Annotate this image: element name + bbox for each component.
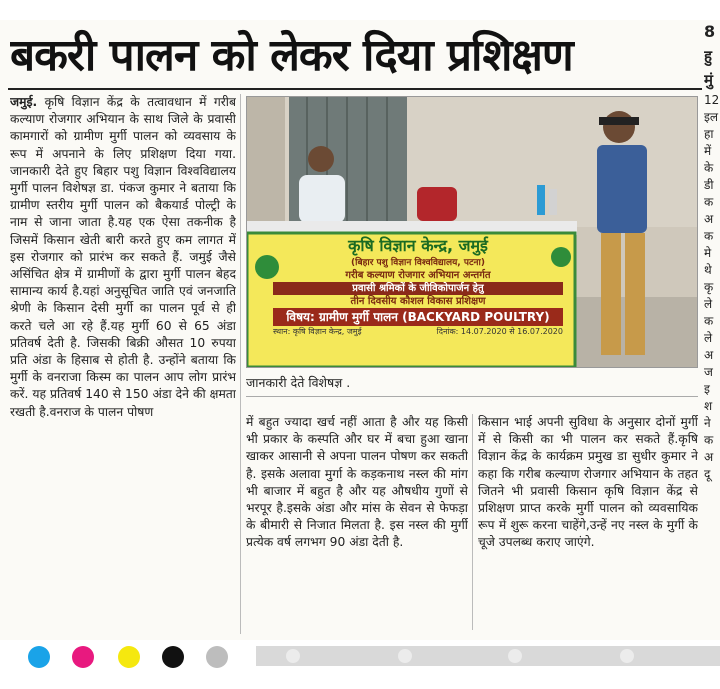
side-text-fragment: ज: [704, 365, 713, 379]
side-text-fragment: क: [704, 314, 714, 328]
side-text-fragment: ने: [704, 416, 711, 430]
adjacent-article-edge: [704, 20, 720, 640]
side-text-fragment: हु: [704, 47, 712, 65]
side-text-fragment: ले: [704, 331, 713, 345]
registration-dot-black: [162, 646, 184, 668]
banner-footer-row: [273, 326, 563, 338]
banner-subtitle: (बिहार पशु विज्ञान विश्वविद्यालय, पटना): [351, 258, 485, 268]
dateline: जमुई.: [10, 95, 38, 109]
column-divider: [240, 94, 241, 634]
side-text-fragment: थे: [704, 263, 712, 277]
banner-title: कृषि विज्ञान केन्द्र, जमुई: [348, 236, 488, 255]
side-text-fragment: मुं: [704, 71, 713, 89]
side-text-fragment: क: [704, 433, 714, 447]
caption-rule: [246, 396, 698, 397]
side-text-fragment: अ: [704, 348, 714, 362]
banner-line-2: प्रवासी श्रमिकों के जीविकोपार्जन हेतु: [273, 282, 563, 295]
registration-dot-magenta: [72, 646, 94, 668]
side-text-fragment: डी: [704, 178, 714, 192]
side-text-fragment: हा: [704, 127, 714, 141]
side-text-fragment: क: [704, 195, 714, 209]
side-text-fragment: इल: [704, 110, 719, 124]
top-margin: [0, 0, 720, 20]
column-divider: [472, 414, 473, 630]
article-column-1: [10, 94, 236, 634]
registration-gray-bar: [256, 646, 720, 666]
side-text-fragment: कृ: [704, 280, 714, 294]
article-column-2: में बहुत ज्यादा खर्च नहीं आता है और यह किसी भी प्रकार के कस्पति और घर में बचा हुआ खाना खाकर आसानी से अपना पालन पोषण कर सकती है. इसके अलावा मुर्गा के कड़कनाथ नस्ल की मांग भी बाजार में बहुत है और यह औषधीय गुणों से भरपूर है.इसके अंडा और मांस के सेवन से फेफड़ा के बीमारी से निजात मिलता है. इस नस्ल की मुर्गी प्रत्येक वर्ष लगभग 90 अंडा देती है.: [246, 415, 468, 550]
banner-subject: विषय: ग्रामीण मुर्गी पालन (BACKYARD POULTRY): [273, 308, 563, 326]
side-text-fragment: क: [704, 229, 714, 243]
side-text-fragment: के: [704, 161, 714, 175]
article-column-3: किसान भाई अपनी सुविधा के अनुसार दोनों मुर्गी में से किसी का भी पालन कर सकते हैं.कृषि विज्ञान केंद्र के कार्यक्रम प्रमुख डा सुधीर कुमार ने कहा कि गरीब कल्याण रोजगार अभियान के तहत जितने भी प्रवासी किसान कृषि विज्ञान केंद्र से प्रशिक्षण प्राप्त करके मुर्गी पालन को व्यवसायिक रूप में शुरू करना चाहेंगे,उन्हें नए नस्ल के मुर्गी के चूजे उपलब्ध कराए जाएंगे.: [478, 415, 698, 550]
side-text-fragment: में: [704, 144, 712, 158]
side-text-fragment: मे: [704, 246, 712, 260]
side-text-fragment: दू: [704, 467, 711, 481]
banner-venue: स्थान: कृषि विज्ञान केन्द्र, जमुई: [273, 327, 362, 336]
banner-date: दिनांक: 14.07.2020 से 16.07.2020: [436, 327, 563, 336]
side-text-fragment: 8: [704, 22, 716, 41]
registration-hole: [398, 649, 412, 663]
registration-hole: [620, 649, 634, 663]
side-text-fragment: इ: [704, 382, 710, 396]
registration-hole: [286, 649, 300, 663]
registration-hole: [508, 649, 522, 663]
registration-dot-gray: [206, 646, 228, 668]
headline: बकरी पालन को लेकर दिया प्रशिक्षण: [10, 30, 573, 81]
news-photo: [246, 96, 698, 368]
side-text-fragment: ले: [704, 297, 713, 311]
registration-dot-cyan: [28, 646, 50, 668]
banner-line-3: तीन दिवसीय कौशल विकास प्रशिक्षण: [350, 296, 486, 307]
training-banner: [273, 235, 563, 365]
side-text-fragment: 12: [704, 93, 720, 107]
banner-line-1: गरीब कल्याण रोजगार अभियान अन्तर्गत: [345, 270, 491, 281]
side-text-fragment: अ: [704, 212, 714, 226]
side-text-fragment: श: [704, 399, 713, 413]
photo-caption: जानकारी देते विशेषज्ञ .: [246, 375, 351, 390]
headline-rule: [8, 88, 702, 90]
side-text-fragment: अ: [704, 450, 714, 464]
registration-dot-yellow: [118, 646, 140, 668]
article-text-1: कृषि विज्ञान केंद्र के तत्वावधान में गरीब कल्याण रोजगार अभियान के साथ जिले के प्रवासी कामगारों को ग्रामीण मुर्गी पालन को व्यवसाय के रूप में अपनाने के लिए प्रशिक्षण दिया गया. जानकारी देते हुए बिहार पशु विज्ञान विश्वविद्यालय मुर्गी पालन विशेषज्ञ डा. पंकज कुमार ने बताया कि ग्रामीण स्तरीय मुर्गी पालन को बैकयार्ड पोल्ट्री के नाम से जाना जाता है.यह एक ऐसा तकनीक है जिसमें किसान खेती बारी करते हुए कम लागत में इस रोजगार को प्रारंभ कर सकते हैं. जमुई जैसे असिंचित क्षेत्र में ग्रामीणों के द्वारा मुर्गी पालन बेहद सामान्य कार्य है.यहां अनुसूचित जाति एवं जनजाति श्रेणी के किसान देसी मुर्गी का पालन पूर्व से ही करते चले आ रहे हैं.यह मुर्गी 60 से 65 अंडा प्रतिवर्ष देती है. जिसकी बिक्री औसत 10 रुपया प्रति अंडा के हिसाब से होती है. उन्होंने बताया कि मुर्गी के वनराजा किस्म का पालन आप लोग प्रारंभ करें. यह प्रतिवर्ष 140 से 150 अंडा देने की क्षमता रखती है.वनराज के पालन पोषण: [10, 95, 236, 419]
